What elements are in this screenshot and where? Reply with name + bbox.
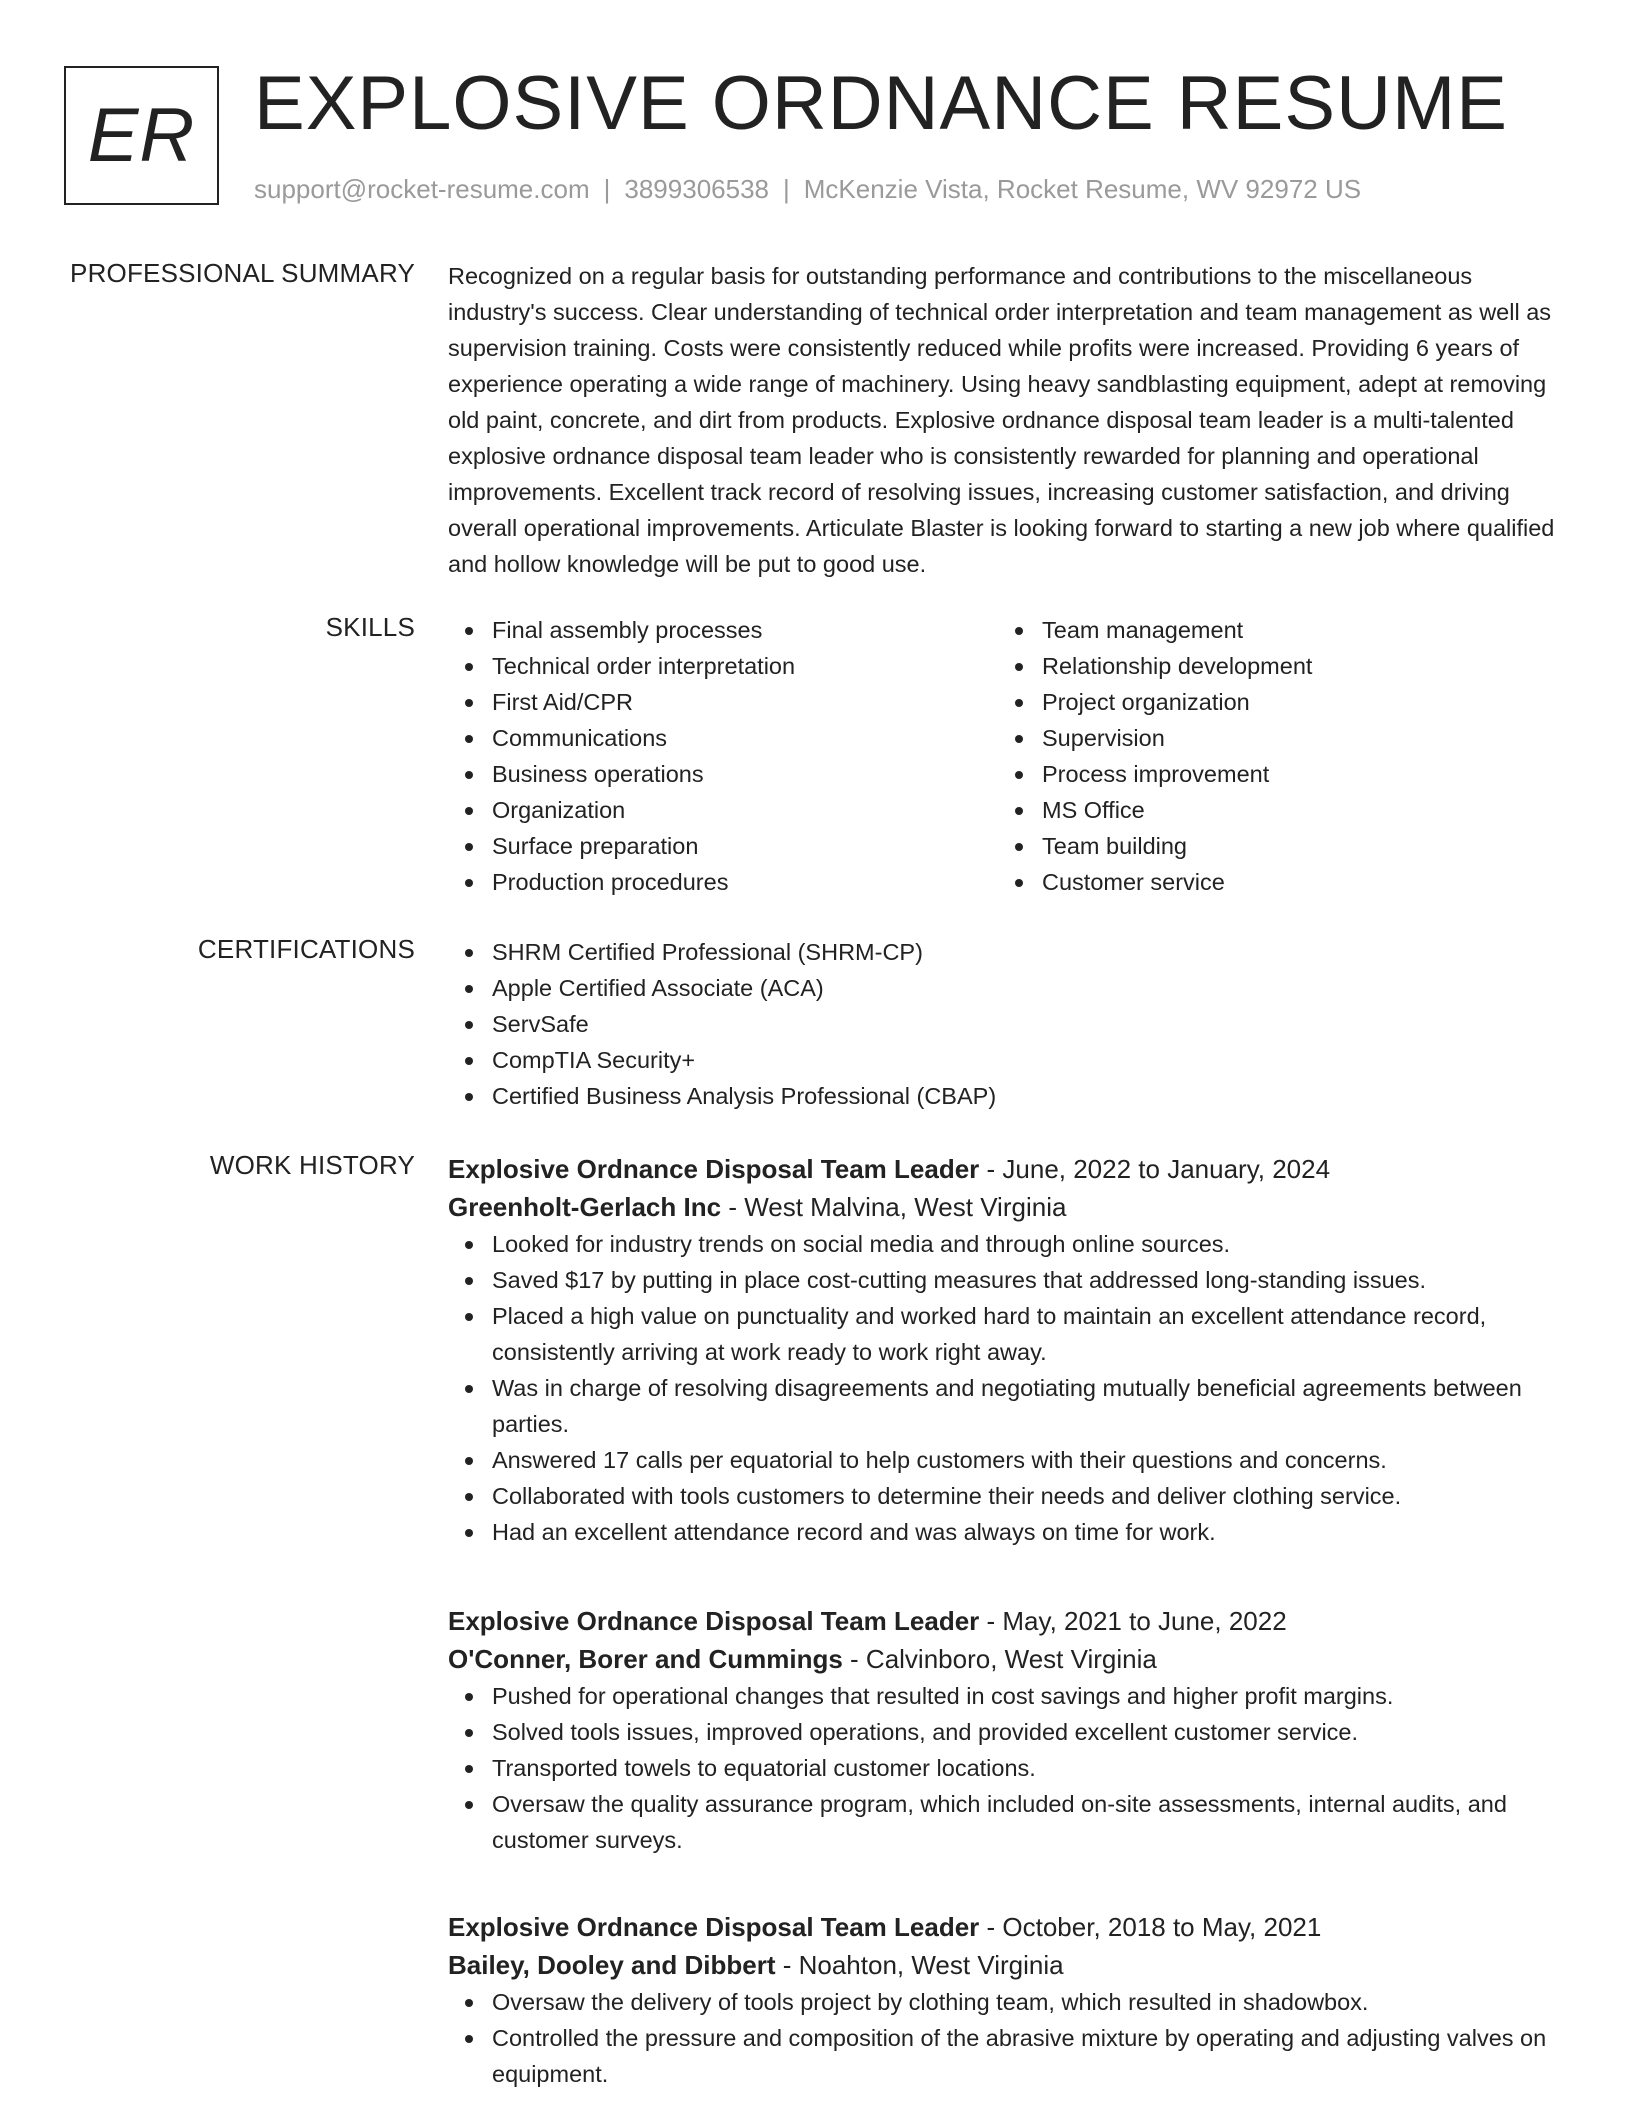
skill-item: Supervision: [998, 720, 1548, 756]
job-company: O'Conner, Borer and Cummings: [448, 1644, 843, 1674]
job-title: Explosive Ordnance Disposal Team Leader: [448, 1154, 980, 1184]
skill-item: Surface preparation: [448, 828, 998, 864]
job-company: Greenholt-Gerlach Inc: [448, 1192, 722, 1222]
resume-header: [64, 61, 1604, 210]
job-bullet: Controlled the pressure and composition of the abrasive mixture by operating and adjusting valves on equipment.: [448, 2020, 1568, 2092]
skills-grid: [448, 612, 1568, 900]
job-bullet: Answered 17 calls per equatorial to help customers with their questions and concerns.: [448, 1442, 1568, 1478]
contact-separator: |: [603, 174, 611, 204]
skill-item: Organization: [448, 792, 998, 828]
skill-item: Final assembly processes: [448, 612, 998, 648]
skill-item: Technical order interpretation: [448, 648, 998, 684]
section-label-work-history: WORK HISTORY: [209, 1150, 415, 1180]
contact-separator: |: [783, 174, 790, 204]
certification-item: SHRM Certified Professional (SHRM-CP): [448, 934, 1568, 970]
job-entry: [448, 1150, 1568, 1550]
job-location: - Noahton, West Virginia: [782, 1950, 1064, 1980]
skill-item: Team management: [998, 612, 1548, 648]
certification-item: Certified Business Analysis Professional (CBAP): [448, 1078, 1568, 1114]
certification-item: CompTIA Security+: [448, 1042, 1568, 1078]
job-title: Explosive Ordnance Disposal Team Leader: [448, 1606, 980, 1636]
job-bullet: Solved tools issues, improved operations, and provided excellent customer service.: [448, 1714, 1568, 1750]
job-bullet: Looked for industry trends on social media and through online sources.: [448, 1226, 1568, 1262]
certification-item: Apple Certified Associate (ACA): [448, 970, 1568, 1006]
skill-item: Relationship development: [998, 648, 1548, 684]
section-label-certifications: CERTIFICATIONS: [197, 934, 415, 964]
contact-address: McKenzie Vista, Rocket Resume, WV 92972 US: [803, 174, 1362, 204]
skill-item: Process improvement: [998, 756, 1548, 792]
job-dates: - October, 2018 to May, 2021: [986, 1912, 1322, 1942]
job-bullet: Oversaw the quality assurance program, which included on-site assessments, internal audits, and customer surveys.: [448, 1786, 1568, 1858]
skill-item: Customer service: [998, 864, 1548, 900]
job-bullet: Was in charge of resolving disagreements and negotiating mutually beneficial agreements between parties.: [448, 1370, 1568, 1442]
skill-item: MS Office: [998, 792, 1548, 828]
job-entry: [448, 1908, 1568, 2092]
skill-item: Project organization: [998, 684, 1548, 720]
job-dates: - May, 2021 to June, 2022: [986, 1606, 1287, 1636]
job-location: - Calvinboro, West Virginia: [850, 1644, 1157, 1674]
certifications-list: [448, 934, 1568, 1114]
monogram-logo: ER: [64, 66, 219, 205]
job-title: Explosive Ordnance Disposal Team Leader: [448, 1912, 980, 1942]
job-company-line: [448, 1946, 1568, 1984]
job-company: Bailey, Dooley and Dibbert: [448, 1950, 776, 1980]
contact-phone[interactable]: 3899306538: [624, 174, 769, 204]
job-bullets: [448, 1678, 1568, 1858]
job-bullet: Saved $17 by putting in place cost-cutting measures that addressed long-standing issues.: [448, 1262, 1568, 1298]
certification-item: ServSafe: [448, 1006, 1568, 1042]
job-company-line: [448, 1188, 1568, 1226]
job-bullet: Pushed for operational changes that resulted in cost savings and higher profit margins.: [448, 1678, 1568, 1714]
job-location: - West Malvina, West Virginia: [728, 1192, 1067, 1222]
job-title-line: [448, 1602, 1568, 1640]
job-bullet: Placed a high value on punctuality and worked hard to maintain an excellent attendance record, consistently arriving at work ready to work right away.: [448, 1298, 1568, 1370]
job-entry: [448, 1602, 1568, 1858]
skill-item: Team building: [998, 828, 1548, 864]
job-bullet: Transported towels to equatorial customer locations.: [448, 1750, 1568, 1786]
section-label-skills: SKILLS: [325, 612, 415, 642]
skill-item: Production procedures: [448, 864, 998, 900]
contact-line: [254, 174, 1361, 205]
resume-title: EXPLOSIVE ORDNANCE RESUME: [254, 61, 1508, 146]
job-bullet: Had an excellent attendance record and was always on time for work.: [448, 1514, 1568, 1550]
skills-list-right: [998, 612, 1548, 900]
section-label-summary: PROFESSIONAL SUMMARY: [70, 258, 415, 288]
skill-item: Business operations: [448, 756, 998, 792]
job-title-line: [448, 1150, 1568, 1188]
job-title-line: [448, 1908, 1568, 1946]
skills-list-left: [448, 612, 998, 900]
job-company-line: [448, 1640, 1568, 1678]
job-bullets: [448, 1226, 1568, 1550]
skill-item: First Aid/CPR: [448, 684, 998, 720]
job-bullets: [448, 1984, 1568, 2092]
job-bullet: Oversaw the delivery of tools project by clothing team, which resulted in shadowbox.: [448, 1984, 1568, 2020]
job-bullet: Collaborated with tools customers to determine their needs and deliver clothing service.: [448, 1478, 1568, 1514]
skill-item: Communications: [448, 720, 998, 756]
contact-email[interactable]: support@rocket-resume.com: [254, 174, 590, 204]
job-dates: - June, 2022 to January, 2024: [986, 1154, 1331, 1184]
summary-text: Recognized on a regular basis for outstanding performance and contributions to the miscellaneous industry's success. Clear understanding of technical order interpretation and team management as well as supervision training. Costs were consistently reduced while profits were increased. Providing 6 years of experience operating a wide range of machinery. Using heavy sandblasting equipment, adept at removing old paint, concrete, and dirt from products. Explosive ordnance disposal team leader is a multi-talented explosive ordnance disposal team leader who is consistently rewarded for planning and operational improvements. Excellent track record of resolving issues, increasing customer satisfaction, and driving overall operational improvements. Articulate Blaster is looking forward to starting a new job where qualified and hollow knowledge will be put to good use.: [448, 263, 1555, 577]
